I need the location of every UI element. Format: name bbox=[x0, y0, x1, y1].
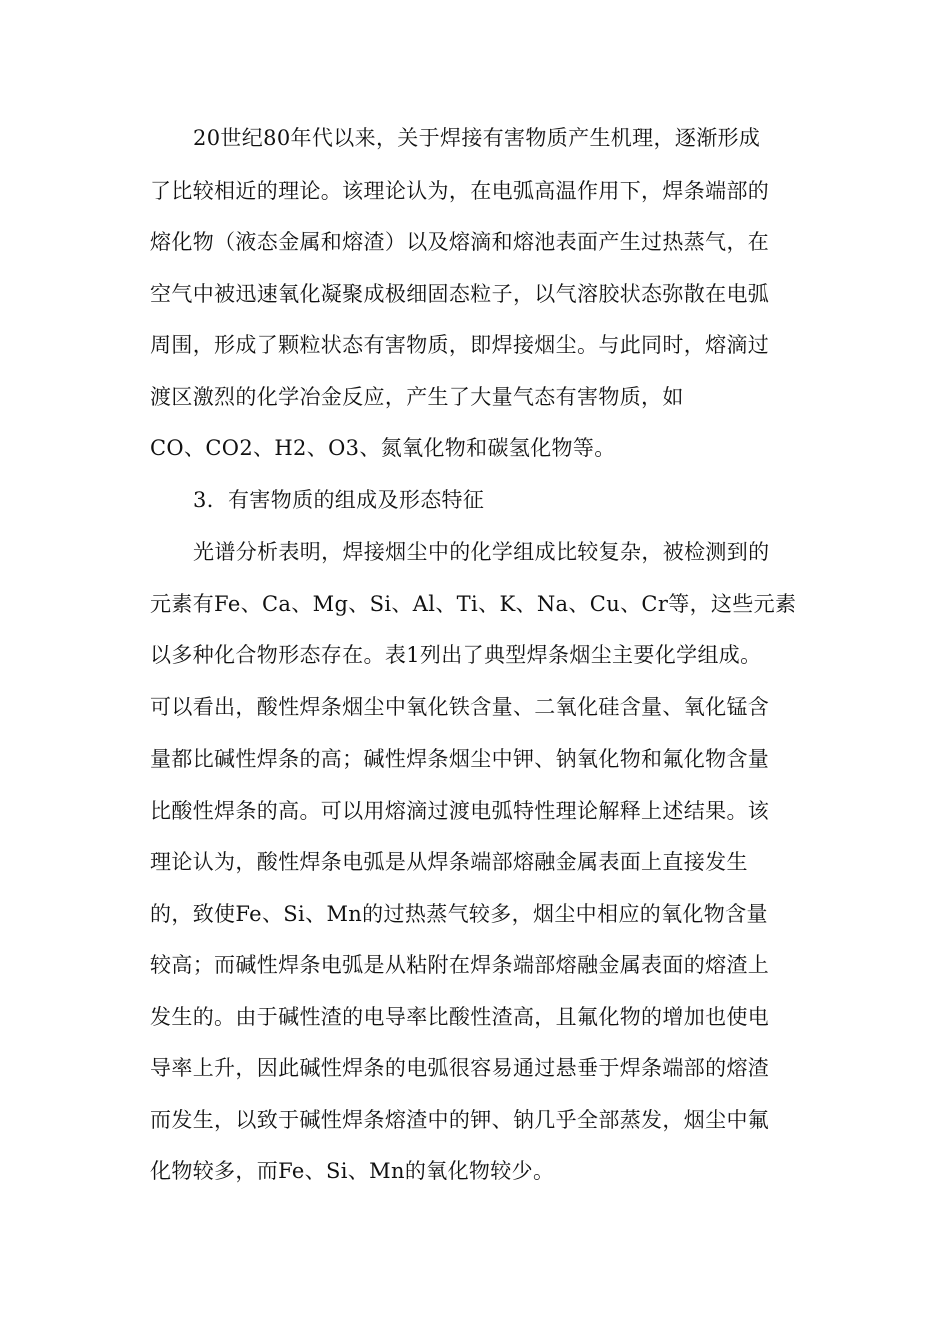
paragraph-2-line-6: 比酸性焊条的高。可以用熔滴过渡电弧特性理论解释上述结果。该 bbox=[150, 799, 770, 823]
paragraph-2-line-12: 而发生，以致于碱性焊条熔渣中的钾、钠几乎全部蒸发，烟尘中氟 bbox=[150, 1108, 770, 1132]
paragraph-2-line-5: 量都比碱性焊条的高；碱性焊条烟尘中钾、钠氧化物和氟化物含量 bbox=[150, 747, 770, 771]
paragraph-1-line-3: 熔化物（液态金属和熔渣）以及熔滴和熔池表面产生过热蒸气，在 bbox=[150, 230, 770, 254]
paragraph-2-line-8: 的，致使Fe、Si、Mn的过热蒸气较多，烟尘中相应的氧化物含量 bbox=[150, 902, 768, 926]
paragraph-2-line-7: 理论认为，酸性焊条电弧是从焊条端部熔融金属表面上直接发生 bbox=[150, 850, 748, 874]
paragraph-2-line-2: 元素有Fe、Ca、Mg、Si、Al、Ti、K、Na、Cu、Cr等，这些元素 bbox=[150, 592, 797, 616]
paragraph-1-line-6: 渡区激烈的化学冶金反应，产生了大量气态有害物质，如 bbox=[150, 385, 684, 409]
paragraph-1-line-4: 空气中被迅速氧化凝聚成极细固态粒子，以气溶胶状态弥散在电弧 bbox=[150, 282, 770, 306]
paragraph-1-line-1: 20世纪80年代以来，关于焊接有害物质产生机理，逐渐形成 bbox=[193, 126, 761, 150]
paragraph-1-line-5: 周围，形成了颗粒状态有害物质，即焊接烟尘。与此同时，熔滴过 bbox=[150, 333, 770, 357]
paragraph-1-line-2: 了比较相近的理论。该理论认为，在电弧高温作用下，焊条端部的 bbox=[150, 179, 770, 203]
paragraph-2-line-13: 化物较多，而Fe、Si、Mn的氧化物较少。 bbox=[150, 1159, 555, 1183]
paragraph-2-line-11: 导率上升，因此碱性焊条的电弧很容易通过悬垂于焊条端部的熔渣 bbox=[150, 1056, 770, 1080]
paragraph-2-line-10: 发生的。由于碱性渣的电导率比酸性渣高，且氟化物的增加也使电 bbox=[150, 1005, 770, 1029]
paragraph-2-line-1: 光谱分析表明，焊接烟尘中的化学组成比较复杂，被检测到的 bbox=[193, 540, 770, 564]
paragraph-2-line-3: 以多种化合物形态存在。表1列出了典型焊条烟尘主要化学组成。 bbox=[150, 643, 762, 667]
paragraph-2-line-4: 可以看出，酸性焊条烟尘中氧化铁含量、二氧化硅含量、氧化锰含 bbox=[150, 695, 770, 719]
paragraph-1-line-7: CO、CO2、H2、O3、氮氧化物和碳氢化物等。 bbox=[150, 436, 616, 460]
paragraph-2-line-9: 较高；而碱性焊条电弧是从粘附在焊条端部熔融金属表面的熔渣上 bbox=[150, 953, 770, 977]
section-heading: 3．有害物质的组成及形态特征 bbox=[193, 488, 485, 512]
